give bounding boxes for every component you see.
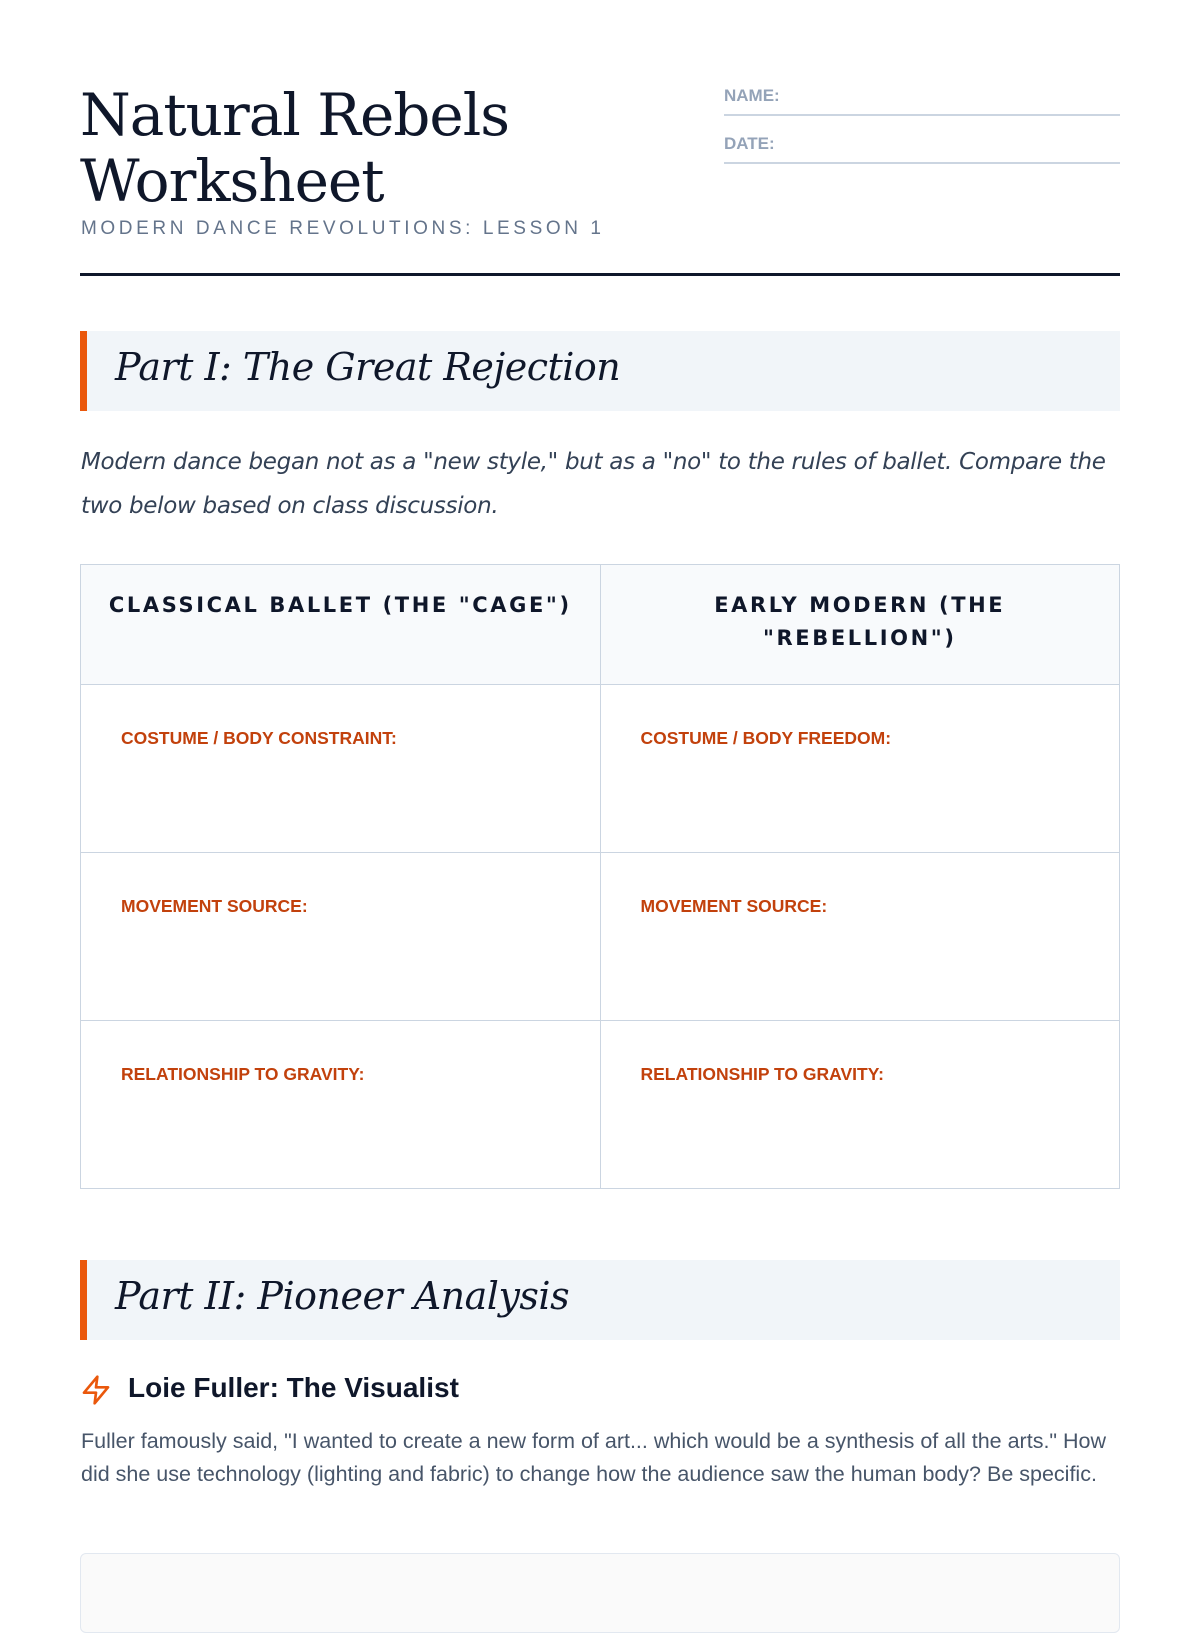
part-1-intro: Modern dance began not as a "new style," but as a "no" to the rules of ballet. Compare the two below based on class discussion.: [81, 449, 1106, 519]
cell-label: COSTUME / BODY FREEDOM:: [640, 728, 892, 748]
section-title: Part II: Pioneer Analysis: [115, 1274, 570, 1318]
header-divider: [80, 273, 1120, 276]
table-row: [81, 853, 1120, 1021]
answer-box[interactable]: [80, 1553, 1120, 1633]
column-header-modern: EARLY MODERN (THE "REBELLION"): [600, 565, 1120, 685]
lesson-subtitle: MODERN DANCE REVOLUTIONS: LESSON 1: [81, 218, 605, 239]
comparison-table: [80, 564, 1120, 1189]
pioneer-prompt: Fuller famously said, "I wanted to create a new form of art... which would be a synthesis of all the arts." How did she use technology (lighting and fabric) to change how the audience saw the human body? Be specific.: [81, 1429, 1107, 1486]
answer-cell[interactable]: [81, 853, 601, 1021]
lightning-bolt-icon: [80, 1374, 112, 1406]
name-field[interactable]: [724, 82, 1120, 116]
cell-label: COSTUME / BODY CONSTRAINT:: [121, 728, 397, 748]
answer-cell[interactable]: [600, 685, 1120, 853]
table-row: [81, 685, 1120, 853]
answer-cell[interactable]: [600, 1021, 1120, 1189]
answer-cell[interactable]: [81, 1021, 601, 1189]
date-field[interactable]: [724, 130, 1120, 164]
section-title: Part I: The Great Rejection: [115, 345, 621, 389]
name-label: NAME:: [724, 86, 780, 105]
table-row: [81, 1021, 1120, 1189]
section-header-part-1: [80, 331, 1120, 411]
cell-label: RELATIONSHIP TO GRAVITY:: [121, 1064, 365, 1084]
table-header-row: [81, 565, 1120, 685]
date-label: DATE:: [724, 134, 775, 153]
cell-label: RELATIONSHIP TO GRAVITY:: [640, 1064, 884, 1084]
answer-cell[interactable]: [600, 853, 1120, 1021]
worksheet-title: Natural Rebels Worksheet: [80, 81, 510, 215]
answer-cell[interactable]: [81, 685, 601, 853]
cell-label: MOVEMENT SOURCE:: [640, 896, 828, 916]
column-header-ballet: CLASSICAL BALLET (THE "CAGE"): [81, 565, 601, 685]
pioneer-title: Loie Fuller: The Visualist: [128, 1372, 459, 1403]
cell-label: MOVEMENT SOURCE:: [121, 896, 308, 916]
section-header-part-2: [80, 1260, 1120, 1340]
